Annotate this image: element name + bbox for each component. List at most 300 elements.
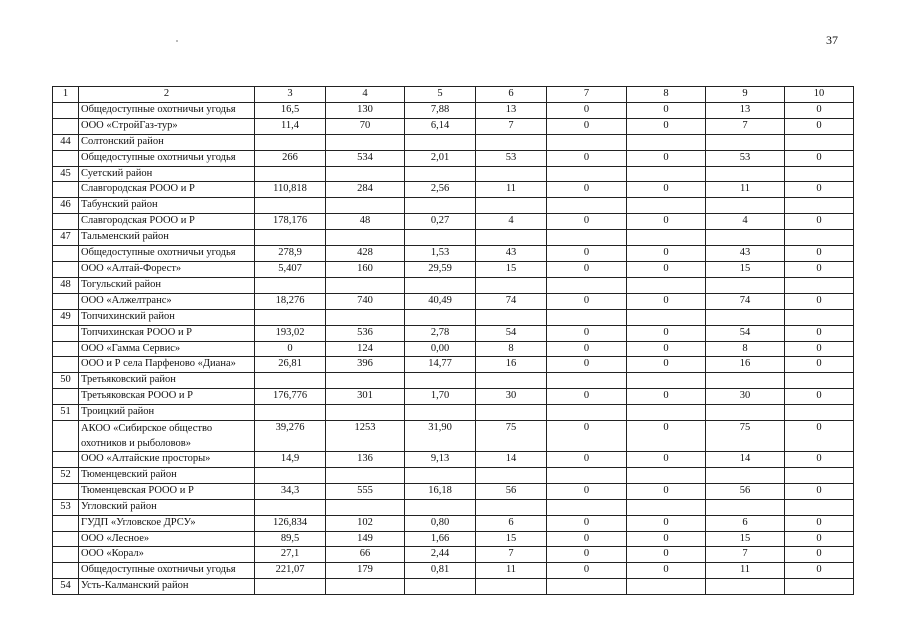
value-col-7: 0 bbox=[547, 341, 627, 357]
empty-cell bbox=[785, 373, 854, 389]
value-col-10: 0 bbox=[785, 515, 854, 531]
district-row bbox=[53, 166, 854, 182]
value-col-10: 0 bbox=[785, 563, 854, 579]
value-col-8: 0 bbox=[627, 515, 706, 531]
value-col-5: 6,14 bbox=[405, 118, 476, 134]
organization-name: ООО и Р села Парфеново «Диана» bbox=[79, 357, 255, 373]
organization-name: Общедоступные охотничьи угодья bbox=[79, 246, 255, 262]
table-row bbox=[53, 246, 854, 262]
value-col-5: 2,44 bbox=[405, 547, 476, 563]
district-number: 51 bbox=[53, 405, 79, 421]
value-col-7: 0 bbox=[547, 150, 627, 166]
value-col-4: 301 bbox=[326, 389, 405, 405]
value-col-7: 0 bbox=[547, 483, 627, 499]
value-col-8: 0 bbox=[627, 118, 706, 134]
district-number: 45 bbox=[53, 166, 79, 182]
value-col-6: 75 bbox=[476, 421, 547, 452]
organization-name: ООО «Алтай-Форест» bbox=[79, 261, 255, 277]
value-col-8: 0 bbox=[627, 341, 706, 357]
empty-cell bbox=[547, 309, 627, 325]
empty-cell bbox=[627, 373, 706, 389]
value-col-8: 0 bbox=[627, 261, 706, 277]
row-number-empty bbox=[53, 531, 79, 547]
organization-name: ООО «Корал» bbox=[79, 547, 255, 563]
district-number: 52 bbox=[53, 467, 79, 483]
value-col-10: 0 bbox=[785, 150, 854, 166]
row-number-empty bbox=[53, 547, 79, 563]
empty-cell bbox=[405, 467, 476, 483]
value-col-3: 221,07 bbox=[255, 563, 326, 579]
value-col-10: 0 bbox=[785, 261, 854, 277]
value-col-9: 43 bbox=[706, 246, 785, 262]
organization-name: ГУДП «Угловское ДРСУ» bbox=[79, 515, 255, 531]
value-col-5: 1,66 bbox=[405, 531, 476, 547]
value-col-5: 2,78 bbox=[405, 325, 476, 341]
value-col-8: 0 bbox=[627, 357, 706, 373]
empty-cell bbox=[706, 405, 785, 421]
empty-cell bbox=[785, 467, 854, 483]
empty-cell bbox=[405, 230, 476, 246]
organization-name: Славгородская РООО и Р bbox=[79, 214, 255, 230]
value-col-7: 0 bbox=[547, 246, 627, 262]
empty-cell bbox=[706, 499, 785, 515]
value-col-8: 0 bbox=[627, 293, 706, 309]
empty-cell bbox=[326, 499, 405, 515]
empty-cell bbox=[706, 230, 785, 246]
value-col-10: 0 bbox=[785, 483, 854, 499]
empty-cell bbox=[326, 198, 405, 214]
value-col-7: 0 bbox=[547, 214, 627, 230]
empty-cell bbox=[785, 166, 854, 182]
empty-cell bbox=[627, 405, 706, 421]
district-row bbox=[53, 309, 854, 325]
column-header-2: 2 bbox=[79, 87, 255, 103]
value-col-7: 0 bbox=[547, 421, 627, 452]
empty-cell bbox=[326, 134, 405, 150]
empty-cell bbox=[627, 579, 706, 595]
empty-cell bbox=[255, 198, 326, 214]
value-col-6: 15 bbox=[476, 531, 547, 547]
empty-cell bbox=[255, 579, 326, 595]
value-col-8: 0 bbox=[627, 389, 706, 405]
empty-cell bbox=[785, 309, 854, 325]
value-col-9: 11 bbox=[706, 182, 785, 198]
district-row bbox=[53, 499, 854, 515]
value-col-10: 0 bbox=[785, 246, 854, 262]
row-number-empty bbox=[53, 452, 79, 468]
table-row bbox=[53, 547, 854, 563]
empty-cell bbox=[706, 277, 785, 293]
column-header-5: 5 bbox=[405, 87, 476, 103]
value-col-3: 110,818 bbox=[255, 182, 326, 198]
empty-cell bbox=[405, 277, 476, 293]
value-col-9: 7 bbox=[706, 547, 785, 563]
district-name: Третьяковский район bbox=[79, 373, 255, 389]
empty-cell bbox=[255, 309, 326, 325]
value-col-4: 160 bbox=[326, 261, 405, 277]
table-row bbox=[53, 182, 854, 198]
district-row bbox=[53, 579, 854, 595]
value-col-3: 178,176 bbox=[255, 214, 326, 230]
organization-name: Тюменцевская РООО и Р bbox=[79, 483, 255, 499]
value-col-10: 0 bbox=[785, 182, 854, 198]
row-number-empty bbox=[53, 261, 79, 277]
column-header-7: 7 bbox=[547, 87, 627, 103]
value-col-7: 0 bbox=[547, 102, 627, 118]
value-col-5: 0,81 bbox=[405, 563, 476, 579]
value-col-8: 0 bbox=[627, 214, 706, 230]
value-col-3: 18,276 bbox=[255, 293, 326, 309]
row-number-empty bbox=[53, 389, 79, 405]
value-col-6: 54 bbox=[476, 325, 547, 341]
table-row bbox=[53, 102, 854, 118]
value-col-9: 30 bbox=[706, 389, 785, 405]
table-body bbox=[53, 87, 854, 595]
value-col-6: 15 bbox=[476, 261, 547, 277]
value-col-6: 11 bbox=[476, 563, 547, 579]
value-col-4: 66 bbox=[326, 547, 405, 563]
table-row bbox=[53, 515, 854, 531]
empty-cell bbox=[476, 467, 547, 483]
organization-name: Общедоступные охотничьи угодья bbox=[79, 150, 255, 166]
value-col-10: 0 bbox=[785, 341, 854, 357]
value-col-8: 0 bbox=[627, 452, 706, 468]
value-col-7: 0 bbox=[547, 515, 627, 531]
value-col-10: 0 bbox=[785, 421, 854, 452]
value-col-9: 74 bbox=[706, 293, 785, 309]
value-col-5: 1,70 bbox=[405, 389, 476, 405]
empty-cell bbox=[326, 405, 405, 421]
value-col-8: 0 bbox=[627, 421, 706, 452]
value-col-9: 11 bbox=[706, 563, 785, 579]
district-number: 47 bbox=[53, 230, 79, 246]
empty-cell bbox=[476, 309, 547, 325]
value-col-7: 0 bbox=[547, 357, 627, 373]
empty-cell bbox=[547, 230, 627, 246]
empty-cell bbox=[627, 467, 706, 483]
value-col-7: 0 bbox=[547, 389, 627, 405]
value-col-5: 29,59 bbox=[405, 261, 476, 277]
column-header-10: 10 bbox=[785, 87, 854, 103]
table-header-row bbox=[53, 87, 854, 103]
row-number-empty bbox=[53, 563, 79, 579]
value-col-10: 0 bbox=[785, 102, 854, 118]
empty-cell bbox=[405, 405, 476, 421]
value-col-6: 6 bbox=[476, 515, 547, 531]
table-row bbox=[53, 214, 854, 230]
value-col-3: 5,407 bbox=[255, 261, 326, 277]
row-number-empty bbox=[53, 214, 79, 230]
empty-cell bbox=[627, 277, 706, 293]
empty-cell bbox=[326, 373, 405, 389]
row-number-empty bbox=[53, 421, 79, 452]
value-col-6: 13 bbox=[476, 102, 547, 118]
organization-name: ООО «Лесное» bbox=[79, 531, 255, 547]
district-name: Тюменцевский район bbox=[79, 467, 255, 483]
value-col-5: 16,18 bbox=[405, 483, 476, 499]
organization-name: ООО «Алтайские просторы» bbox=[79, 452, 255, 468]
organization-name: Топчихинская РООО и Р bbox=[79, 325, 255, 341]
value-col-10: 0 bbox=[785, 547, 854, 563]
empty-cell bbox=[627, 499, 706, 515]
column-header-8: 8 bbox=[627, 87, 706, 103]
organization-name: Славгородская РООО и Р bbox=[79, 182, 255, 198]
empty-cell bbox=[627, 198, 706, 214]
value-col-4: 130 bbox=[326, 102, 405, 118]
value-col-4: 48 bbox=[326, 214, 405, 230]
district-name: Троицкий район bbox=[79, 405, 255, 421]
empty-cell bbox=[547, 277, 627, 293]
value-col-6: 8 bbox=[476, 341, 547, 357]
empty-cell bbox=[255, 467, 326, 483]
row-number-empty bbox=[53, 325, 79, 341]
empty-cell bbox=[627, 230, 706, 246]
table-row bbox=[53, 341, 854, 357]
district-name: Табунский район bbox=[79, 198, 255, 214]
district-name: Тогульский район bbox=[79, 277, 255, 293]
value-col-9: 8 bbox=[706, 341, 785, 357]
column-header-9: 9 bbox=[706, 87, 785, 103]
value-col-6: 43 bbox=[476, 246, 547, 262]
empty-cell bbox=[405, 499, 476, 515]
value-col-9: 56 bbox=[706, 483, 785, 499]
table-row bbox=[53, 357, 854, 373]
value-col-3: 89,5 bbox=[255, 531, 326, 547]
value-col-9: 4 bbox=[706, 214, 785, 230]
value-col-8: 0 bbox=[627, 325, 706, 341]
value-col-7: 0 bbox=[547, 531, 627, 547]
empty-cell bbox=[326, 467, 405, 483]
value-col-8: 0 bbox=[627, 246, 706, 262]
empty-cell bbox=[476, 579, 547, 595]
empty-cell bbox=[405, 134, 476, 150]
value-col-5: 0,00 bbox=[405, 341, 476, 357]
organization-name: ООО «Гамма Сервис» bbox=[79, 341, 255, 357]
value-col-10: 0 bbox=[785, 389, 854, 405]
row-number-empty bbox=[53, 118, 79, 134]
value-col-7: 0 bbox=[547, 325, 627, 341]
empty-cell bbox=[476, 277, 547, 293]
value-col-10: 0 bbox=[785, 452, 854, 468]
value-col-10: 0 bbox=[785, 118, 854, 134]
table-row bbox=[53, 293, 854, 309]
district-row bbox=[53, 134, 854, 150]
empty-cell bbox=[547, 134, 627, 150]
table-row bbox=[53, 452, 854, 468]
organization-name: АКОО «Сибирское общество охотников и рыболовов» bbox=[79, 421, 255, 452]
value-col-6: 74 bbox=[476, 293, 547, 309]
district-name: Тальменский район bbox=[79, 230, 255, 246]
value-col-3: 14,9 bbox=[255, 452, 326, 468]
empty-cell bbox=[547, 579, 627, 595]
empty-cell bbox=[706, 309, 785, 325]
column-header-4: 4 bbox=[326, 87, 405, 103]
empty-cell bbox=[547, 499, 627, 515]
table-row bbox=[53, 118, 854, 134]
row-number-empty bbox=[53, 182, 79, 198]
district-row bbox=[53, 230, 854, 246]
value-col-4: 284 bbox=[326, 182, 405, 198]
empty-cell bbox=[547, 166, 627, 182]
value-col-6: 56 bbox=[476, 483, 547, 499]
value-col-10: 0 bbox=[785, 325, 854, 341]
empty-cell bbox=[476, 405, 547, 421]
empty-cell bbox=[627, 309, 706, 325]
district-name: Солтонский район bbox=[79, 134, 255, 150]
row-number-empty bbox=[53, 357, 79, 373]
value-col-4: 740 bbox=[326, 293, 405, 309]
value-col-6: 30 bbox=[476, 389, 547, 405]
organization-name: ООО «Алжелтранс» bbox=[79, 293, 255, 309]
empty-cell bbox=[547, 405, 627, 421]
value-col-6: 16 bbox=[476, 357, 547, 373]
value-col-5: 0,80 bbox=[405, 515, 476, 531]
empty-cell bbox=[547, 373, 627, 389]
empty-cell bbox=[547, 198, 627, 214]
district-number: 54 bbox=[53, 579, 79, 595]
table-row bbox=[53, 483, 854, 499]
value-col-5: 2,01 bbox=[405, 150, 476, 166]
value-col-9: 6 bbox=[706, 515, 785, 531]
value-col-3: 34,3 bbox=[255, 483, 326, 499]
value-col-4: 555 bbox=[326, 483, 405, 499]
empty-cell bbox=[706, 198, 785, 214]
value-col-4: 534 bbox=[326, 150, 405, 166]
value-col-6: 7 bbox=[476, 118, 547, 134]
value-col-4: 149 bbox=[326, 531, 405, 547]
value-col-7: 0 bbox=[547, 452, 627, 468]
value-col-3: 26,81 bbox=[255, 357, 326, 373]
value-col-8: 0 bbox=[627, 547, 706, 563]
row-number-empty bbox=[53, 293, 79, 309]
column-header-6: 6 bbox=[476, 87, 547, 103]
district-row bbox=[53, 277, 854, 293]
value-col-4: 396 bbox=[326, 357, 405, 373]
value-col-3: 27,1 bbox=[255, 547, 326, 563]
empty-cell bbox=[706, 373, 785, 389]
value-col-6: 7 bbox=[476, 547, 547, 563]
value-col-4: 536 bbox=[326, 325, 405, 341]
empty-cell bbox=[627, 134, 706, 150]
column-header-1: 1 bbox=[53, 87, 79, 103]
district-name: Угловский район bbox=[79, 499, 255, 515]
empty-cell bbox=[405, 166, 476, 182]
row-number-empty bbox=[53, 102, 79, 118]
page-number: 37 bbox=[826, 33, 838, 47]
organization-name: Общедоступные охотничьи угодья bbox=[79, 102, 255, 118]
value-col-7: 0 bbox=[547, 563, 627, 579]
empty-cell bbox=[405, 309, 476, 325]
empty-cell bbox=[785, 579, 854, 595]
empty-cell bbox=[255, 277, 326, 293]
empty-cell bbox=[547, 467, 627, 483]
value-col-9: 14 bbox=[706, 452, 785, 468]
value-col-9: 54 bbox=[706, 325, 785, 341]
empty-cell bbox=[405, 373, 476, 389]
hunting-grounds-table bbox=[52, 86, 854, 595]
empty-cell bbox=[326, 309, 405, 325]
empty-cell bbox=[255, 230, 326, 246]
empty-cell bbox=[326, 230, 405, 246]
empty-cell bbox=[255, 499, 326, 515]
organization-name: Общедоступные охотничьи угодья bbox=[79, 563, 255, 579]
value-col-3: 11,4 bbox=[255, 118, 326, 134]
empty-cell bbox=[785, 230, 854, 246]
value-col-9: 75 bbox=[706, 421, 785, 452]
value-col-5: 40,49 bbox=[405, 293, 476, 309]
value-col-8: 0 bbox=[627, 531, 706, 547]
district-number: 48 bbox=[53, 277, 79, 293]
value-col-7: 0 bbox=[547, 547, 627, 563]
district-number: 46 bbox=[53, 198, 79, 214]
value-col-4: 1253 bbox=[326, 421, 405, 452]
value-col-6: 53 bbox=[476, 150, 547, 166]
value-col-3: 266 bbox=[255, 150, 326, 166]
district-name: Усть-Калманский район bbox=[79, 579, 255, 595]
value-col-4: 102 bbox=[326, 515, 405, 531]
empty-cell bbox=[706, 579, 785, 595]
value-col-4: 179 bbox=[326, 563, 405, 579]
value-col-9: 16 bbox=[706, 357, 785, 373]
value-col-3: 176,776 bbox=[255, 389, 326, 405]
value-col-8: 0 bbox=[627, 150, 706, 166]
table-row bbox=[53, 389, 854, 405]
empty-cell bbox=[326, 277, 405, 293]
district-name: Суетский район bbox=[79, 166, 255, 182]
value-col-7: 0 bbox=[547, 261, 627, 277]
row-number-empty bbox=[53, 515, 79, 531]
value-col-5: 1,53 bbox=[405, 246, 476, 262]
value-col-4: 124 bbox=[326, 341, 405, 357]
value-col-9: 13 bbox=[706, 102, 785, 118]
organization-name: Третьяковская РООО и Р bbox=[79, 389, 255, 405]
value-col-4: 70 bbox=[326, 118, 405, 134]
table-row bbox=[53, 563, 854, 579]
row-number-empty bbox=[53, 150, 79, 166]
district-row bbox=[53, 405, 854, 421]
value-col-7: 0 bbox=[547, 182, 627, 198]
value-col-5: 31,90 bbox=[405, 421, 476, 452]
empty-cell bbox=[405, 198, 476, 214]
empty-cell bbox=[706, 134, 785, 150]
value-col-8: 0 bbox=[627, 563, 706, 579]
scan-speck bbox=[176, 40, 178, 42]
value-col-7: 0 bbox=[547, 293, 627, 309]
value-col-5: 2,56 bbox=[405, 182, 476, 198]
empty-cell bbox=[706, 166, 785, 182]
value-col-7: 0 bbox=[547, 118, 627, 134]
district-number: 44 bbox=[53, 134, 79, 150]
empty-cell bbox=[326, 166, 405, 182]
empty-cell bbox=[476, 230, 547, 246]
value-col-10: 0 bbox=[785, 357, 854, 373]
value-col-3: 0 bbox=[255, 341, 326, 357]
value-col-3: 16,5 bbox=[255, 102, 326, 118]
value-col-3: 278,9 bbox=[255, 246, 326, 262]
row-number-empty bbox=[53, 246, 79, 262]
empty-cell bbox=[476, 373, 547, 389]
empty-cell bbox=[785, 405, 854, 421]
value-col-3: 193,02 bbox=[255, 325, 326, 341]
value-col-6: 11 bbox=[476, 182, 547, 198]
empty-cell bbox=[627, 166, 706, 182]
district-number: 50 bbox=[53, 373, 79, 389]
empty-cell bbox=[255, 134, 326, 150]
value-col-10: 0 bbox=[785, 293, 854, 309]
value-col-6: 14 bbox=[476, 452, 547, 468]
value-col-9: 15 bbox=[706, 261, 785, 277]
district-number: 49 bbox=[53, 309, 79, 325]
